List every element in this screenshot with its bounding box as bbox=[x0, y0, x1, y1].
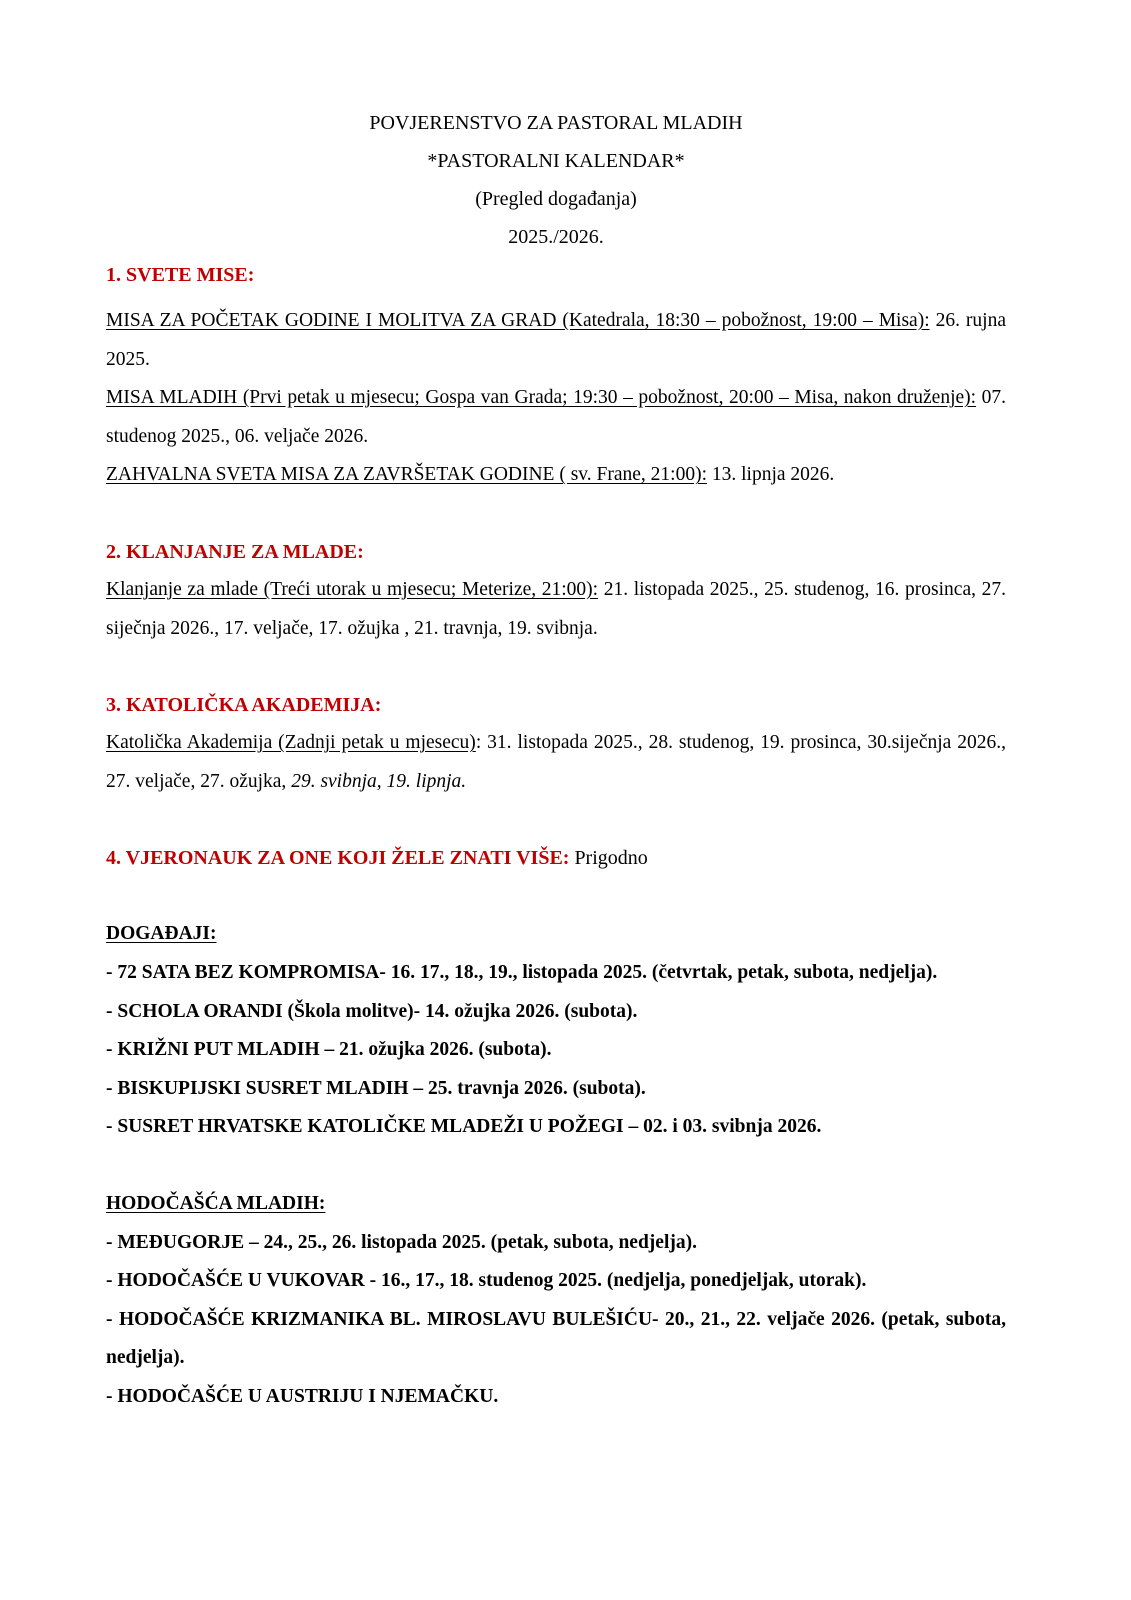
header-organization: POVJERENSTVO ZA PASTORAL MLADIH bbox=[369, 112, 743, 134]
pilgrimage-item-2: - HODOČAŠĆE U VUKOVAR - 16., 17., 18. studenog 2025. (nedjelja, ponedjeljak, utorak). bbox=[106, 1270, 867, 1292]
section-1-heading: 1. SVETE MISE: bbox=[106, 264, 255, 286]
header-subtitle: (Pregled događanja) bbox=[475, 188, 637, 210]
event-item-3: - KRIŽNI PUT MLADIH – 21. ožujka 2026. (subota). bbox=[106, 1039, 552, 1061]
section-1-item-2-value: 07. studenog 2025., 06. veljače 2026. bbox=[106, 387, 1007, 447]
section-1-item-1-value: 26. rujna 2025. bbox=[106, 310, 1006, 370]
document-header bbox=[106, 104, 1006, 256]
section-3-heading: 3. KATOLIČKA AKADEMIJA: bbox=[106, 694, 382, 717]
header-title: *PASTORALNI KALENDAR* bbox=[427, 150, 685, 172]
section-1-item-2 bbox=[106, 379, 1006, 456]
section-3-item-1-value: : 31. listopada 2025., 28. studenog, 19. prosinca, 30.siječnja 2026., 27. veljače, 27. ožujka, bbox=[106, 732, 1006, 792]
section-2-heading: 2. KLANJANJE ZA MLADE: bbox=[106, 540, 364, 563]
section-1-item-3 bbox=[106, 456, 1006, 495]
document-page bbox=[106, 104, 1006, 1416]
section-4 bbox=[106, 839, 1006, 877]
events-heading: DOGAĐAJI: bbox=[106, 923, 217, 945]
pilgrimage-item-1: - MEĐUGORJE – 24., 25., 26. listopada 2025. (petak, subota, nedjelja). bbox=[106, 1231, 697, 1253]
event-item-1: - 72 SATA BEZ KOMPROMISA- 16. 17., 18., 19., listopada 2025. (četvrtak, petak, subota, nedjelja). bbox=[106, 961, 938, 983]
section-1-item-1-label: MISA ZA POČETAK GODINE I MOLITVA ZA GRAD (Katedrala, 18:30 – pobožnost, 19:00 – Misa): bbox=[106, 310, 930, 331]
pilgrimage-item-4: - HODOČAŠĆE U AUSTRIJU I NJEMAČKU. bbox=[106, 1385, 499, 1407]
section-1-item-3-value: 13. lipnja 2026. bbox=[707, 464, 835, 486]
section-3-item-1-italic: 29. svibnja bbox=[291, 770, 377, 792]
section-3-item-1-label: Katolička Akademija (Zadnji petak u mjesecu) bbox=[106, 732, 476, 754]
section-1-item-2-label: MISA MLADIH (Prvi petak u mjesecu; Gospa van Grada; 19:30 – pobožnost, 20:00 – Misa, nakon druženje): bbox=[106, 387, 977, 409]
section-4-heading: 4. VJERONAUK ZA ONE KOJI ŽELE ZNATI VIŠE: bbox=[106, 847, 570, 870]
header-year: 2025./2026. bbox=[508, 226, 604, 248]
event-item-5: - SUSRET HRVATSKE KATOLIČKE MLADEŽI U POŽEGI – 02. i 03. svibnja 2026. bbox=[106, 1116, 822, 1138]
section-3-item-1-sep: , bbox=[376, 770, 387, 792]
section-3-item-1 bbox=[106, 724, 1006, 801]
section-2-item-1-label: Klanjanje za mlade (Treći utorak u mjesecu; Meterize, 21:00): bbox=[106, 578, 599, 600]
section-2-item-1 bbox=[106, 571, 1006, 648]
section-3-item-1-italic-2: 19. lipnja. bbox=[386, 770, 467, 792]
section-2-item-1-value: 21. listopada 2025., 25. studenog, 16. prosinca, 27. siječnja 2026., 17. veljače, 17. ožujka , 21. travnja, 19. svibnja. bbox=[106, 578, 1006, 639]
section-4-value: Prigodno bbox=[569, 847, 648, 870]
section-1-item-3-label: ZAHVALNA SVETA MISA ZA ZAVRŠETAK GODINE ( sv. Frane, 21:00): bbox=[106, 464, 708, 486]
pilgrimage-item-3: - HODOČAŠĆE KRIZMANIKA BL. MIROSLAVU BULEŠIĆU- 20., 21., 22. veljače 2026. (petak, subota, nedjelja). bbox=[106, 1308, 1006, 1369]
section-1-item-1 bbox=[106, 302, 1006, 379]
event-item-4: - BISKUPIJSKI SUSRET MLADIH – 25. travnja 2026. (subota). bbox=[106, 1077, 646, 1099]
event-item-2: - SCHOLA ORANDI (Škola molitve)- 14. ožujka 2026. (subota). bbox=[106, 1000, 638, 1022]
pilgrimages-heading: HODOČAŠĆA MLADIH: bbox=[106, 1192, 326, 1214]
